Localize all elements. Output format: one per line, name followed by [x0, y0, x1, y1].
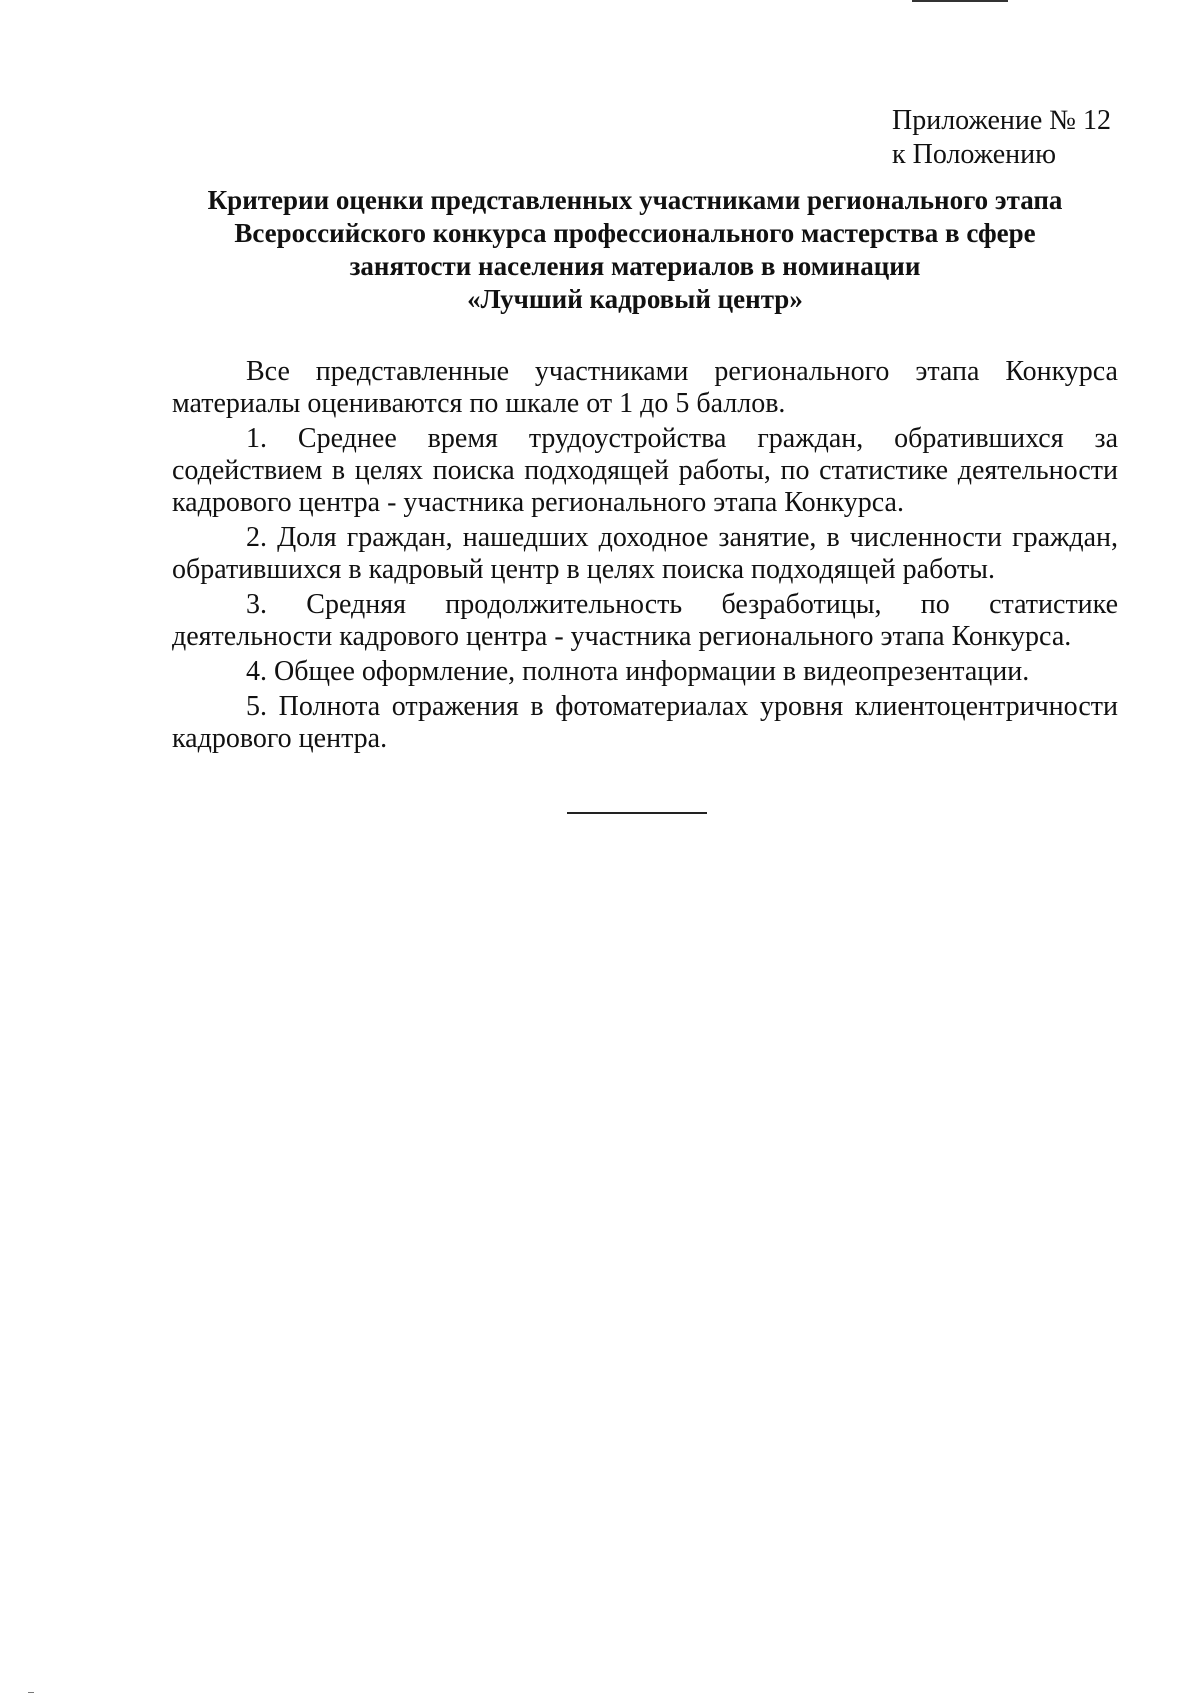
criterion-item: 4. Общее оформление, полнота информации в видеопрезентации. — [246, 656, 1030, 687]
criterion-item: 1. Среднее время трудоустройства граждан, обратившихся за содействием в целях поиска подходящей работы, по статистике деятельности кадрового центра - участника регионального этапа Конкурса. — [172, 423, 1118, 518]
document-body — [172, 356, 1118, 758]
criterion-item: 3. Средняя продолжительность безработицы, по статистике деятельности кадрового центра - участника регионального этапа Конкурса. — [172, 589, 1118, 652]
title-line-2: Всероссийского конкурса профессионального мастерства в сфере — [234, 218, 1036, 248]
appendix-reference — [892, 104, 1111, 172]
appendix-target: к Положению — [892, 139, 1057, 170]
title-line-1: Критерии оценки представленных участниками регионального этапа — [207, 185, 1063, 215]
title-line-4: «Лучший кадровый центр» — [467, 284, 803, 314]
end-divider — [567, 812, 707, 814]
title-line-3: занятости населения материалов в номинации — [349, 251, 921, 281]
criterion-item: 2. Доля граждан, нашедших доходное занятие, в численности граждан, обратившихся в кадровый центр в целях поиска подходящей работы. — [172, 522, 1118, 585]
document-title — [160, 184, 1110, 316]
scan-mark — [28, 1692, 34, 1693]
appendix-number: Приложение № 12 — [892, 105, 1111, 136]
criterion-item: 5. Полнота отражения в фотоматериалах уровня клиентоцентричности кадрового центра. — [172, 691, 1118, 754]
intro-paragraph: Все представленные участниками регионального этапа Конкурса материалы оцениваются по шкале от 1 до 5 баллов. — [172, 356, 1118, 419]
top-divider — [912, 0, 1008, 2]
